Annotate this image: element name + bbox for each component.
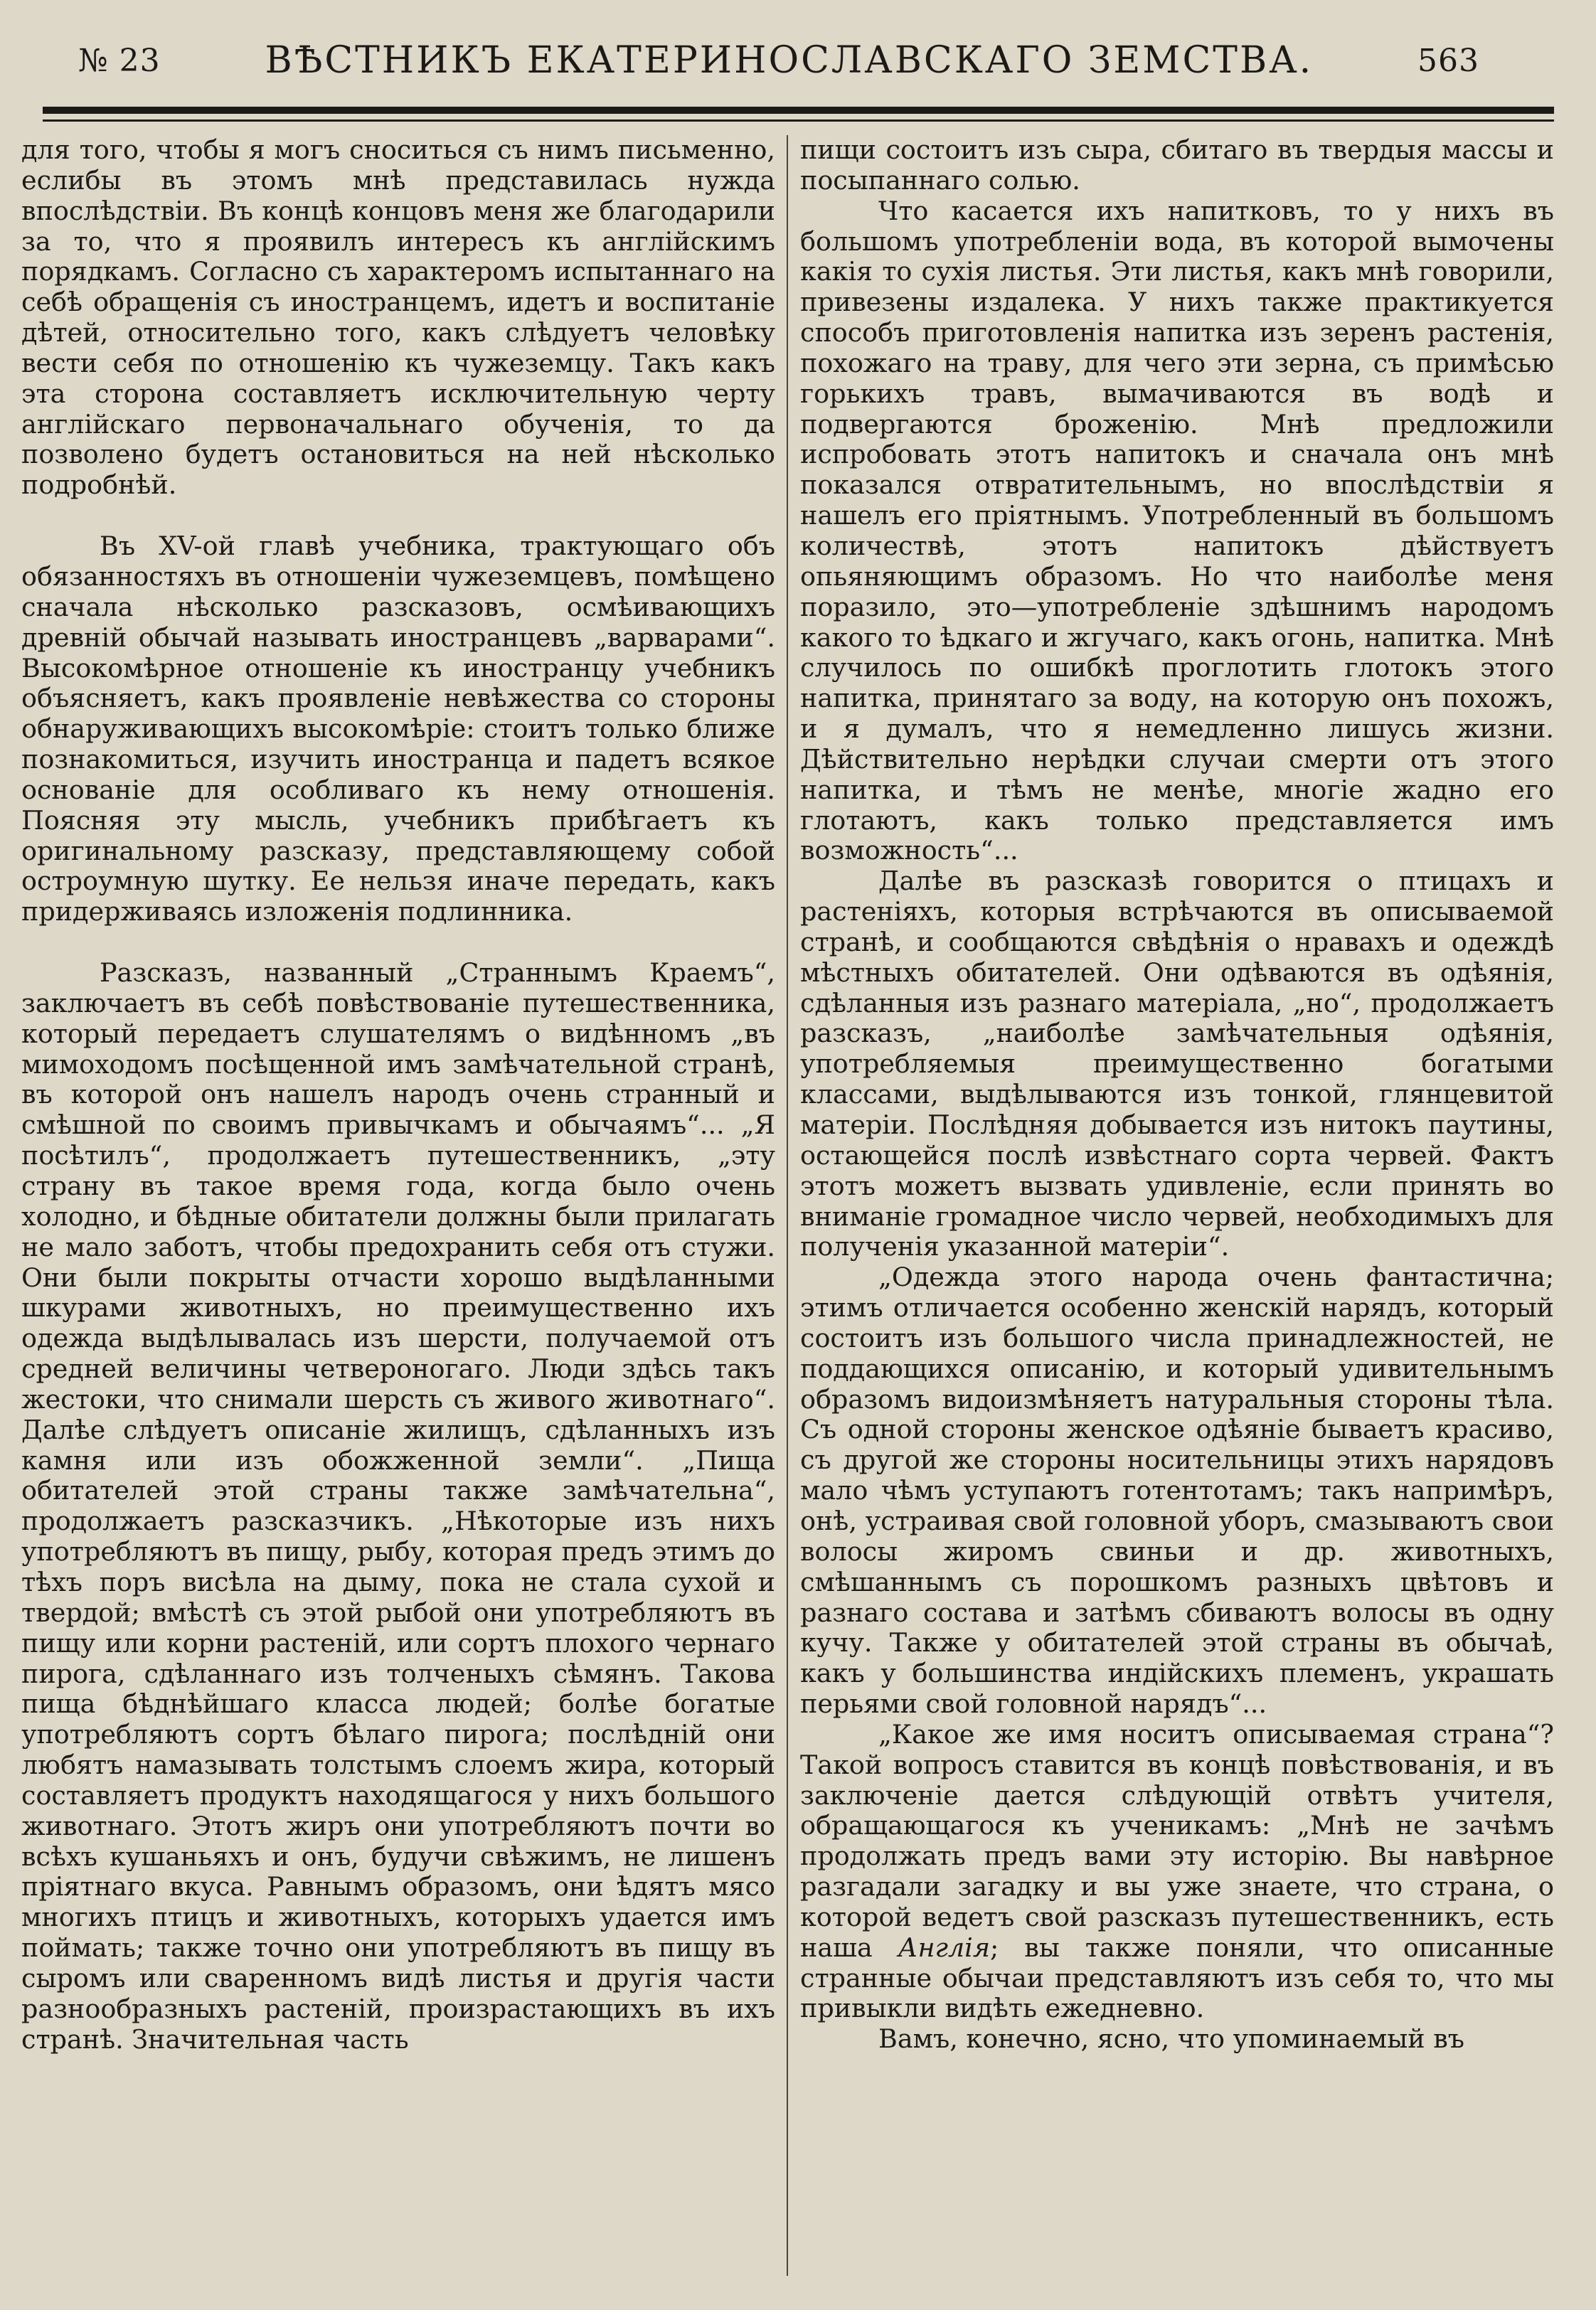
right-column <box>800 135 1554 2276</box>
column-divider <box>787 135 788 2276</box>
right-paragraph-5-italic: Англія <box>898 1932 991 1963</box>
right-paragraph-5-end: ; вы также поняли, что описанные странные обычаи представляютъ изъ себя то, что мы привыкли видѣть ежедневно. <box>800 1932 1554 2024</box>
left-column <box>21 135 775 2276</box>
page-number: 563 <box>1417 42 1479 79</box>
right-paragraph-2: Что касается ихъ напитковъ, то у нихъ въ большомъ употребленіи вода, въ которой вымочены какія то сухія листья. Эти листья, какъ мнѣ говорили, привезены издалека. У нихъ также практикуется способъ приготовленія напитка изъ зеренъ растенія, похожаго на траву, для чего эти зерна, съ примѣсью горькихъ травъ, вымачиваются въ водѣ и подвергаются броженію. Мнѣ предложили испробовать этотъ напитокъ и сначала онъ мнѣ показался отвратительнымъ, но впослѣдствіи я нашелъ его пріятнымъ. Употребленный въ большомъ количествѣ, этотъ напитокъ дѣйствуетъ опьяняющимъ образомъ. Но что наиболѣе меня поразило, это—употребленіе здѣшнимъ народомъ какого то ѣдкаго и жгучаго, какъ огонь, напитка. Мнѣ случилось по ошибкѣ проглотить глотокъ этого напитка, принятаго за воду, на которую онъ похожъ, и я думалъ, что я немедленно лишусь жизни. Дѣйствительно нерѣдки случаи смерти отъ этого напитка, и тѣмъ не менѣе, многіе жадно его глотаютъ, какъ только представляется имъ возможность“... <box>800 195 1554 866</box>
header-rule-thick <box>43 107 1554 114</box>
right-paragraph-4: „Одежда этого народа очень фантастична; этимъ отличается особенно женскій нарядъ, который состоитъ изъ большого числа принадлежностей, не поддающихся описанію, и который удивительнымъ образомъ видоизмѣняетъ натуральныя стороны тѣла. Съ одной стороны женское одѣяніе бываетъ красиво, съ другой же стороны носительницы этихъ нарядовъ мало чѣмъ уступаютъ готентотамъ; такъ напримѣръ, онѣ, устраивая свой головной уборъ, смазываютъ свои волосы жиромъ свиньи и др. животныхъ, смѣшаннымъ съ порошкомъ разныхъ цвѣтовъ и разнаго состава и затѣмъ сбиваютъ волосы въ одну кучу. Также у обитателей этой страны въ обычаѣ, какъ у большинства индійскихъ племенъ, украшать перьями свой головной нарядъ“... <box>800 1262 1554 1720</box>
right-paragraph-1: пищи состоитъ изъ сыра, сбитаго въ твердыя массы и посыпаннаго солью. <box>800 135 1554 196</box>
left-paragraph-2: Въ XV-ой главѣ учебника, трактующаго объ обязанностяхъ въ отношеніи чужеземцевъ, помѣщено сначала нѣсколько разсказовъ, осмѣивающихъ древній обычай называть иностранцевъ „варварами“. Высокомѣрное отношеніе къ иностранцу учебникъ объясняетъ, какъ проявленіе невѣжества со стороны обнаруживающихъ высокомѣріе: стоитъ только ближе познакомиться, изучить иностранца и падетъ всякое основаніе для особливаго къ нему отношенія. Поясняя эту мысль, учебникъ прибѣгаетъ къ оригинальному разсказу, представляющему собой остроумную шутку. Ее нельзя иначе передать, какъ придерживаясь изложенія подлинника. <box>21 531 775 927</box>
header-rule-thin <box>43 119 1554 122</box>
right-paragraph-5 <box>800 1720 1554 2024</box>
right-paragraph-5-text: „Какое же имя носитъ описываемая страна“? Такой вопросъ ставится въ концѣ повѣствованія, и въ заключеніе дается слѣдующій отвѣтъ учителя, обращающагося къ ученикамъ: „Мнѣ не зачѣмъ продолжать предъ вами эту исторію. Вы навѣрное разгадали загадку и вы уже знаете, что страна, о которой ведетъ свой разсказъ путешественникъ, есть наша <box>800 1718 1554 1963</box>
left-paragraph-1: для того, чтобы я могъ сноситься съ нимъ письменно, еслибы въ этомъ мнѣ представилась нужда впослѣдствіи. Въ концѣ концовъ меня же благодарили за то, что я проявилъ интересъ къ англійскимъ порядкамъ. Согласно съ характеромъ испытаннаго на себѣ обращенія съ иностранцемъ, идетъ и воспитаніе дѣтей, относительно того, какъ слѣдуетъ человѣку вести себя по отношенію къ чужеземцу. Такъ какъ эта сторона составляетъ исключительную черту англійскаго первоначальнаго обученія, то да позволено будетъ остановиться на ней нѣсколько подробнѣй. <box>21 135 775 501</box>
left-paragraph-3: Разсказъ, названный „Страннымъ Краемъ“, заключаетъ въ себѣ повѣствованіе путешественника, который передаетъ слушателямъ о видѣнномъ „въ мимоходомъ посѣщенной имъ замѣчательной странѣ, въ которой онъ нашелъ народъ очень странный и смѣшной по своимъ привычкамъ и обычаямъ“... „Я посѣтилъ“, продолжаетъ путешественникъ, „эту страну въ такое время года, когда было очень холодно, и бѣдные обитатели должны были прилагать не мало заботъ, чтобы предохранить себя отъ стужи. Они были покрыты отчасти хорошо выдѣланными шкурами животныхъ, но преимущественно ихъ одежда выдѣлывалась изъ шерсти, получаемой отъ средней величины четвероногаго. Люди здѣсь такъ жестоки, что снимали шерсть съ живого животнаго“. Далѣе слѣдуетъ описаніе жилищъ, сдѣланныхъ изъ камня или изъ обожженной земли“. „Пища обитателей этой страны также замѣчательна“, продолжаетъ разсказчикъ. „Нѣкоторые изъ нихъ употребляютъ въ пищу, рыбу, которая предъ этимъ до тѣхъ поръ висѣла на дыму, пока не стала сухой и твердой; вмѣстѣ съ этой рыбой они употребляютъ въ пищу или корни растеній, или сортъ плохого чернаго пирога, сдѣланнаго изъ толченыхъ сѣмянъ. Такова пища бѣднѣйшаго класса людей; болѣе богатые употребляютъ сортъ бѣлаго пирога; послѣдній они любятъ намазывать толстымъ слоемъ жира, который составляетъ продуктъ находящагося у нихъ большого животнаго. Этотъ жиръ они употребляютъ почти во всѣхъ кушаньяхъ и онъ, будучи свѣжимъ, не лишенъ пріятнаго вкуса. Равнымъ образомъ, они ѣдятъ мясо многихъ птицъ и животныхъ, которыхъ удается имъ поймать; также точно они употребляютъ въ пищу въ сыромъ или сваренномъ видѣ листья и другія части разнообразныхъ растеній, произрастающихъ въ ихъ странѣ. Значительная часть <box>21 957 775 2055</box>
page-header <box>78 36 1479 85</box>
journal-title: ВѢСТНИКЪ ЕКАТЕРИНОСЛАВСКАГО ЗЕМСТВА. <box>265 39 1314 82</box>
issue-number: № 23 <box>78 42 161 79</box>
right-paragraph-3: Далѣе въ разсказѣ говорится о птицахъ и растеніяхъ, которыя встрѣчаются въ описываемой странѣ, и сообщаются свѣдѣнія о нравахъ и одеждѣ мѣстныхъ обитателей. Они одѣваются въ одѣянія, сдѣланныя изъ разнаго матеріала, „но“, продолжаетъ разсказъ, „наиболѣе замѣчательныя одѣянія, употребляемыя преимущественно богатыми классами, выдѣлываются изъ тонкой, глянцевитой матеріи. Послѣдняя добывается изъ нитокъ паутины, остающейся послѣ извѣстнаго сорта червей. Фактъ этотъ можетъ вызвать удивленіе, если принять во вниманіе громадное число червей, необходимыхъ для полученія указанной матеріи“. <box>800 866 1554 1262</box>
right-paragraph-6: Вамъ, конечно, ясно, что упоминаемый въ <box>878 2023 1464 2055</box>
